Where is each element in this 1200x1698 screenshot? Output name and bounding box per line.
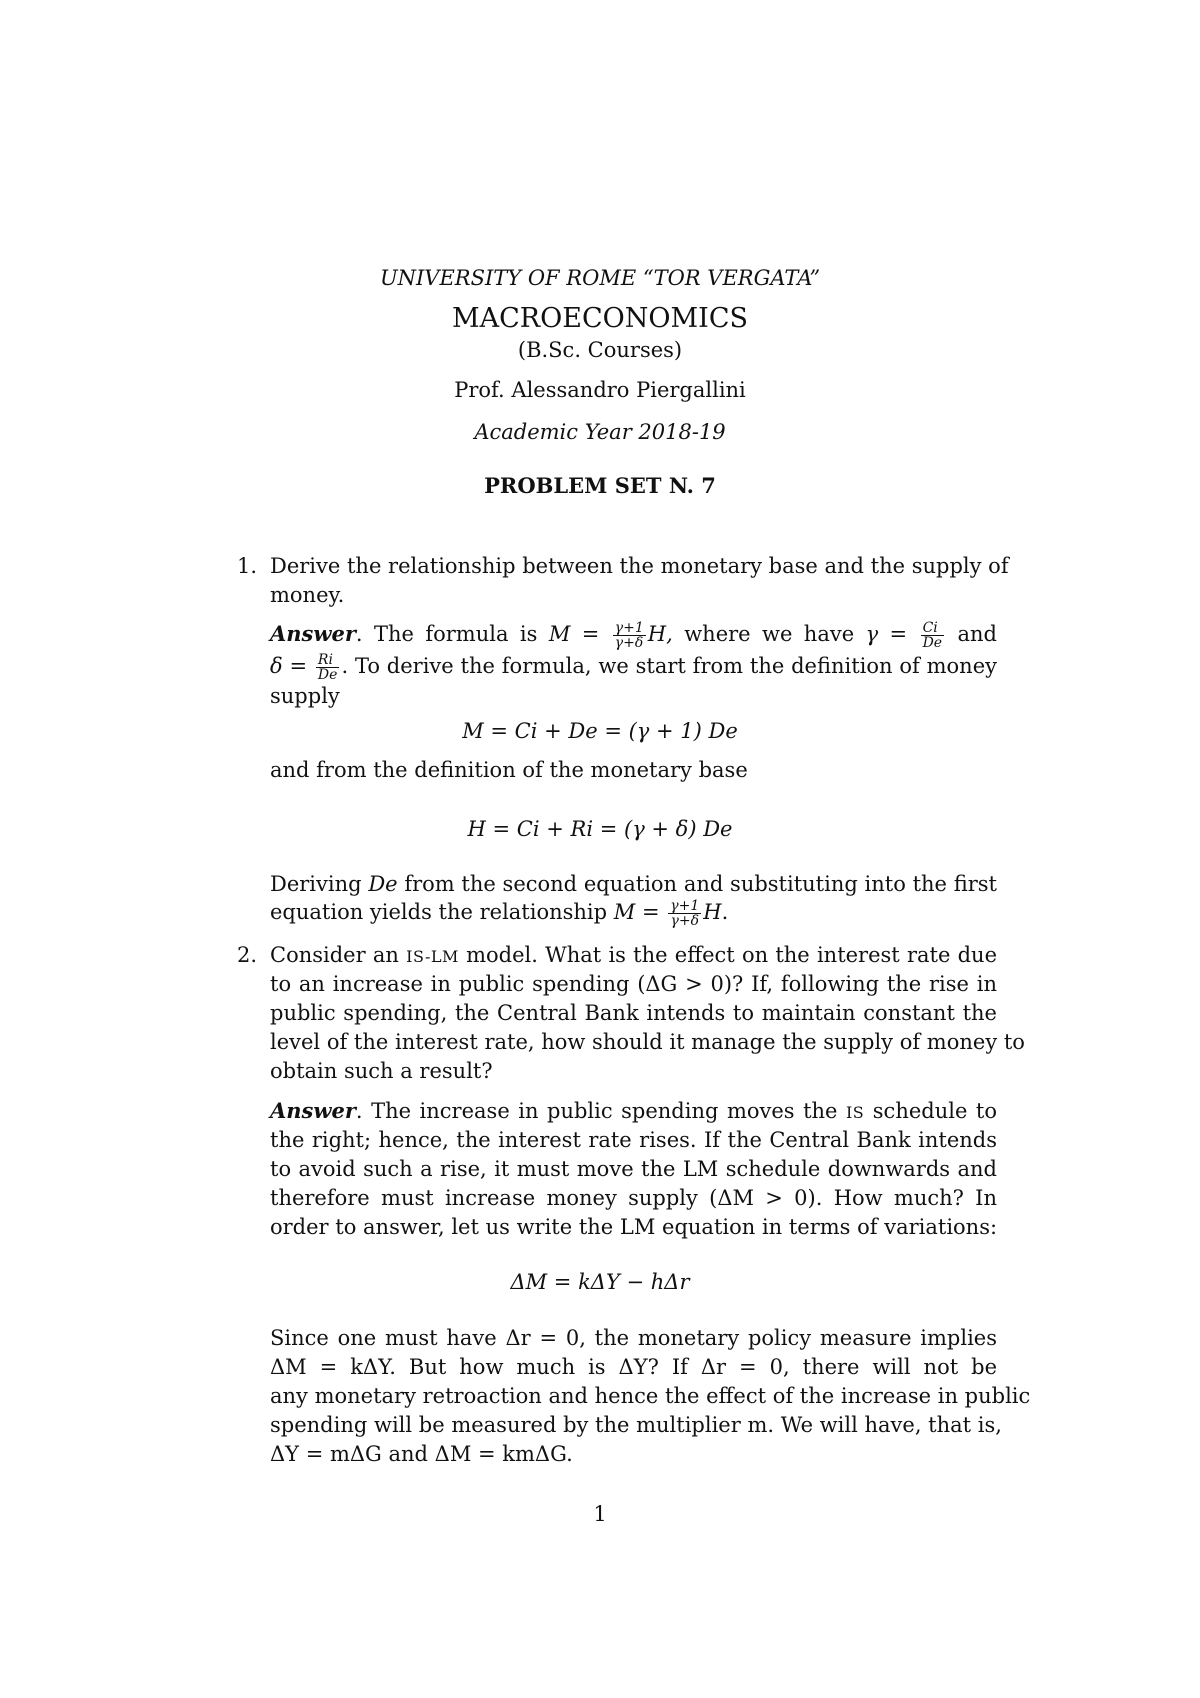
answer-label: Answer (270, 1098, 356, 1123)
answer-text: where we have (684, 622, 855, 646)
answer-line: ΔY = mΔG and ΔM = kmΔG. (270, 1442, 573, 1466)
answer-line: therefore must increase money supply (ΔM > 0). How much? In (270, 1186, 997, 1210)
question-line: level of the interest rate, how should it manage the supply of money to (270, 1030, 1025, 1054)
answer-line: equation yields the relationship M = $\frac{\gamma+1}{\gamma+\delta}$ H. (270, 898, 729, 929)
question-line: Derive the relationship between the monetary base and the supply of (270, 554, 1009, 578)
course-title: MACROECONOMICS (452, 303, 748, 334)
math-symbol: H, (647, 622, 673, 646)
question-line: Consider an IS-LM model. What is the effect on the interest rate due (270, 943, 997, 967)
course-level: (B.Sc. Courses) (517, 338, 683, 362)
equation-monetary-base: H = Ci + Ri = (γ + δ) De (467, 817, 733, 841)
answer-text: To derive the formula, we start from the definition of money (354, 654, 997, 678)
professor-name: Prof. Alessandro Piergallini (454, 378, 746, 402)
answer-line: ΔM = kΔY. But how much is ΔY? If Δr = 0, there will not be (270, 1355, 997, 1379)
answer-line: Deriving De from the second equation and substituting into the first (270, 872, 997, 896)
equation-lm-variations: ΔM = kΔY − hΔr (510, 1270, 690, 1294)
math-fraction: $\frac{Ci}{De}$ (922, 620, 943, 651)
answer-line: and from the definition of the monetary base (270, 758, 748, 782)
problem-set-title: PROBLEM SET N. 7 (484, 473, 716, 498)
page-number: 1 (593, 1502, 607, 1526)
answer-text: equation yields the relationship (270, 900, 608, 924)
math-fraction: $\frac{Ri}{De}$ (317, 652, 338, 683)
problem-number: 2. (237, 943, 258, 967)
answer-line: Answer. The increase in public spending moves the IS schedule to (270, 1098, 997, 1123)
math-fraction: $\frac{\gamma+1}{\gamma+\delta}$ (614, 620, 644, 651)
answer-line: supply (270, 684, 340, 708)
question-line: public spending, the Central Bank intends to maintain constant the (270, 1001, 997, 1025)
answer-line: any monetary retroaction and hence the effect of the increase in public (270, 1384, 1031, 1408)
math-fraction: $\frac{\gamma+1}{\gamma+\delta}$ (670, 898, 700, 929)
answer-text: from the second equation and substituting into the first (404, 872, 997, 896)
answer-line: Since one must have Δr = 0, the monetary policy measure implies (270, 1326, 997, 1350)
answer-text: and (957, 622, 997, 646)
math-symbol: δ = (270, 654, 308, 678)
schedule-label: IS (845, 1103, 865, 1122)
question-line: obtain such a result? (270, 1059, 493, 1083)
answer-text: The formula is (373, 622, 538, 646)
answer-line: order to answer, let us write the LM equation in terms of variations: (270, 1215, 998, 1239)
answer-line: to avoid such a rise, it must move the LM schedule downwards and (270, 1157, 997, 1181)
math-formula: M = (613, 900, 660, 924)
problem-number: 1. (237, 554, 258, 578)
model-label: IS-LM (406, 947, 459, 966)
math-formula: M = (548, 622, 600, 646)
equation-money-supply: M = Ci + De = (γ + 1) De (462, 719, 738, 743)
answer-line: the right; hence, the interest rate rises. If the Central Bank intends (270, 1128, 997, 1152)
question-line: to an increase in public spending (ΔG > 0)? If, following the rise in (270, 972, 997, 996)
math-symbol: De (368, 872, 398, 896)
answer-line: Answer. The formula is M = $\frac{\gamma+1}{\gamma+\delta}$ H, where we have γ = $\frac{Ci}{De}$ and (270, 620, 997, 651)
university-name: UNIVERSITY OF ROME “TOR VERGATA” (379, 266, 821, 290)
math-symbol: H (703, 900, 722, 924)
answer-line: spending will be measured by the multiplier m. We will have, that is, (270, 1413, 1002, 1437)
question-line: money. (270, 583, 345, 607)
answer-line: δ = $\frac{Ri}{De}$ . To derive the formula, we start from the definition of money (270, 652, 997, 683)
academic-year: Academic Year 2018-19 (474, 420, 726, 444)
answer-label: Answer (270, 621, 356, 646)
math-symbol: γ = (865, 622, 908, 646)
